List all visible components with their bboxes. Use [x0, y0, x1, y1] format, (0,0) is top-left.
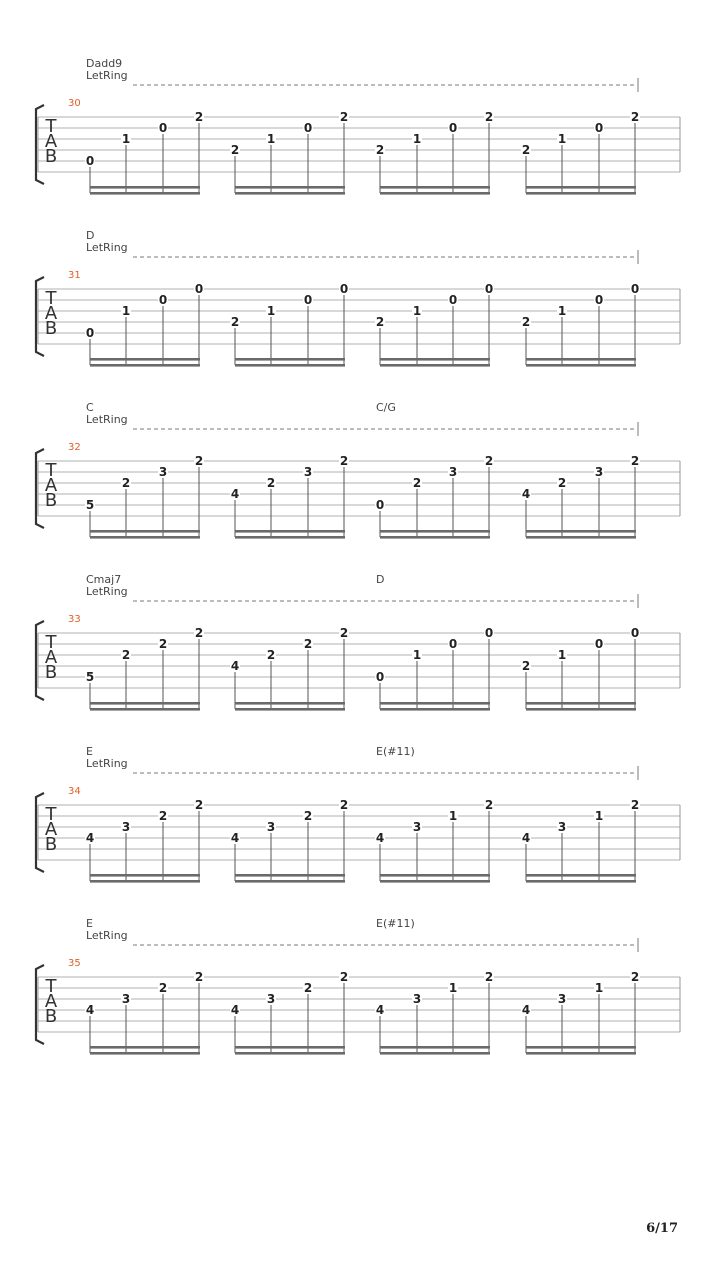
- beam-secondary: [90, 708, 200, 711]
- fret-number: 2: [266, 648, 276, 662]
- tab-clef-letter: A: [44, 991, 58, 1012]
- fret-number: 4: [85, 1003, 95, 1017]
- fret-number: 2: [230, 143, 240, 157]
- fret-number: 3: [266, 820, 276, 834]
- beam-secondary: [380, 1052, 490, 1055]
- measure-number: 33: [68, 614, 81, 625]
- fret-number: 4: [230, 1003, 240, 1017]
- tab-clef-letter: T: [45, 976, 57, 997]
- tab-clef-letter: B: [44, 490, 58, 511]
- beam-secondary: [90, 536, 200, 539]
- beam-secondary: [526, 708, 636, 711]
- tab-clef-letter: B: [44, 1006, 58, 1027]
- fret-number: 2: [339, 626, 349, 640]
- fret-number: 1: [412, 304, 422, 318]
- beam-primary: [90, 530, 200, 533]
- beam-secondary: [90, 1052, 200, 1055]
- beam-primary: [235, 530, 345, 533]
- beam-secondary: [235, 1052, 345, 1055]
- fret-number: 0: [303, 121, 313, 135]
- beam-secondary: [235, 192, 345, 195]
- beam-secondary: [380, 708, 490, 711]
- beam-primary: [380, 1046, 490, 1049]
- measure-number: 30: [68, 98, 81, 109]
- chord-name: Dadd9: [86, 57, 123, 70]
- let-ring-label: LetRing: [86, 929, 128, 942]
- fret-number: 0: [375, 498, 385, 512]
- fret-number: 3: [266, 992, 276, 1006]
- fret-number: 2: [521, 143, 531, 157]
- chord-name: D: [376, 573, 385, 586]
- fret-number: 2: [630, 454, 640, 468]
- beam-primary: [526, 186, 636, 189]
- fret-number: 2: [557, 476, 567, 490]
- beam-secondary: [526, 364, 636, 367]
- fret-number: 2: [158, 809, 168, 823]
- tab-clef-letter: B: [44, 662, 58, 683]
- beam-secondary: [380, 192, 490, 195]
- tab-clef-letter: T: [45, 632, 57, 653]
- beam-primary: [235, 186, 345, 189]
- fret-number: 2: [121, 476, 131, 490]
- tab-clef-letter: A: [44, 303, 58, 324]
- fret-number: 4: [521, 831, 531, 845]
- measure-number: 31: [68, 270, 81, 281]
- beam-secondary: [380, 364, 490, 367]
- fret-number: 0: [484, 282, 494, 296]
- fret-number: 3: [594, 465, 604, 479]
- chord-name: E: [86, 745, 93, 758]
- fret-number: 2: [339, 798, 349, 812]
- fret-number: 2: [630, 110, 640, 124]
- beam-secondary: [526, 536, 636, 539]
- beam-secondary: [90, 364, 200, 367]
- fret-number: 3: [412, 820, 422, 834]
- fret-number: 2: [630, 970, 640, 984]
- fret-number: 0: [303, 293, 313, 307]
- beam-secondary: [235, 708, 345, 711]
- beam-primary: [380, 874, 490, 877]
- beam-secondary: [235, 880, 345, 883]
- tab-clef-letter: B: [44, 834, 58, 855]
- fret-number: 2: [521, 315, 531, 329]
- let-ring-label: LetRing: [86, 241, 128, 254]
- fret-number: 0: [85, 154, 95, 168]
- fret-number: 0: [194, 282, 204, 296]
- fret-number: 0: [630, 282, 640, 296]
- beam-primary: [235, 358, 345, 361]
- fret-number: 2: [521, 659, 531, 673]
- beam-secondary: [235, 536, 345, 539]
- fret-number: 2: [230, 315, 240, 329]
- chord-name: C/G: [376, 401, 396, 414]
- beam-primary: [380, 530, 490, 533]
- fret-number: 2: [339, 970, 349, 984]
- fret-number: 2: [158, 637, 168, 651]
- fret-number: 4: [375, 1003, 385, 1017]
- beam-primary: [380, 358, 490, 361]
- fret-number: 2: [158, 981, 168, 995]
- fret-number: 2: [484, 110, 494, 124]
- fret-number: 1: [557, 304, 567, 318]
- tab-clef-letter: B: [44, 146, 58, 167]
- fret-number: 5: [85, 498, 95, 512]
- beam-secondary: [526, 880, 636, 883]
- fret-number: 2: [484, 798, 494, 812]
- fret-number: 3: [557, 992, 567, 1006]
- let-ring-label: LetRing: [86, 757, 128, 770]
- beam-primary: [90, 358, 200, 361]
- fret-number: 3: [158, 465, 168, 479]
- chord-name: E(#11): [376, 917, 415, 930]
- chord-name: Cmaj7: [86, 573, 122, 586]
- fret-number: 4: [230, 659, 240, 673]
- measure-number: 35: [68, 958, 81, 969]
- fret-number: 2: [339, 110, 349, 124]
- beam-primary: [90, 1046, 200, 1049]
- tab-clef-letter: A: [44, 819, 58, 840]
- beam-primary: [526, 530, 636, 533]
- fret-number: 0: [158, 121, 168, 135]
- fret-number: 4: [521, 1003, 531, 1017]
- fret-number: 1: [594, 981, 604, 995]
- chord-name: E(#11): [376, 745, 415, 758]
- beam-secondary: [235, 364, 345, 367]
- beam-primary: [526, 874, 636, 877]
- fret-number: 1: [448, 809, 458, 823]
- fret-number: 0: [158, 293, 168, 307]
- fret-number: 2: [194, 110, 204, 124]
- fret-number: 0: [630, 626, 640, 640]
- fret-number: 0: [339, 282, 349, 296]
- chord-name: E: [86, 917, 93, 930]
- fret-number: 2: [303, 981, 313, 995]
- fret-number: 4: [230, 487, 240, 501]
- fret-number: 3: [557, 820, 567, 834]
- beam-secondary: [90, 192, 200, 195]
- fret-number: 1: [412, 132, 422, 146]
- fret-number: 1: [412, 648, 422, 662]
- tab-clef-letter: T: [45, 116, 57, 137]
- fret-number: 2: [484, 454, 494, 468]
- beam-primary: [380, 702, 490, 705]
- fret-number: 4: [230, 831, 240, 845]
- fret-number: 0: [594, 121, 604, 135]
- fret-number: 1: [594, 809, 604, 823]
- page-number: 6/17: [646, 1221, 678, 1236]
- fret-number: 0: [594, 293, 604, 307]
- fret-number: 3: [121, 820, 131, 834]
- beam-primary: [90, 874, 200, 877]
- fret-number: 2: [194, 454, 204, 468]
- fret-number: 0: [594, 637, 604, 651]
- fret-number: 2: [303, 809, 313, 823]
- fret-number: 2: [194, 970, 204, 984]
- fret-number: 2: [484, 970, 494, 984]
- fret-number: 1: [266, 132, 276, 146]
- fret-number: 3: [303, 465, 313, 479]
- fret-number: 3: [121, 992, 131, 1006]
- fret-number: 1: [557, 132, 567, 146]
- beam-secondary: [380, 536, 490, 539]
- beam-primary: [235, 702, 345, 705]
- measure-number: 34: [68, 786, 81, 797]
- let-ring-label: LetRing: [86, 413, 128, 426]
- fret-number: 1: [121, 132, 131, 146]
- fret-number: 5: [85, 670, 95, 684]
- fret-number: 3: [448, 465, 458, 479]
- tab-clef-letter: T: [45, 804, 57, 825]
- fret-number: 2: [194, 798, 204, 812]
- fret-number: 1: [266, 304, 276, 318]
- fret-number: 2: [266, 476, 276, 490]
- let-ring-label: LetRing: [86, 69, 128, 82]
- beam-primary: [526, 1046, 636, 1049]
- tab-clef-letter: A: [44, 647, 58, 668]
- beam-secondary: [526, 192, 636, 195]
- fret-number: 2: [121, 648, 131, 662]
- beam-primary: [380, 186, 490, 189]
- fret-number: 3: [412, 992, 422, 1006]
- fret-number: 2: [194, 626, 204, 640]
- beam-primary: [526, 358, 636, 361]
- fret-number: 2: [375, 315, 385, 329]
- fret-number: 0: [484, 626, 494, 640]
- measure-number: 32: [68, 442, 81, 453]
- tab-clef-letter: B: [44, 318, 58, 339]
- fret-number: 1: [121, 304, 131, 318]
- fret-number: 4: [85, 831, 95, 845]
- fret-number: 1: [557, 648, 567, 662]
- tab-clef-letter: T: [45, 288, 57, 309]
- fret-number: 0: [448, 637, 458, 651]
- fret-number: 0: [448, 121, 458, 135]
- chord-name: C: [86, 401, 94, 414]
- fret-number: 4: [521, 487, 531, 501]
- fret-number: 4: [375, 831, 385, 845]
- tab-clef-letter: T: [45, 460, 57, 481]
- fret-number: 2: [412, 476, 422, 490]
- fret-number: 2: [630, 798, 640, 812]
- beam-primary: [90, 186, 200, 189]
- fret-number: 1: [448, 981, 458, 995]
- fret-number: 2: [375, 143, 385, 157]
- beam-primary: [235, 874, 345, 877]
- beam-primary: [526, 702, 636, 705]
- beam-secondary: [380, 880, 490, 883]
- let-ring-label: LetRing: [86, 585, 128, 598]
- tab-clef-letter: A: [44, 475, 58, 496]
- beam-secondary: [90, 880, 200, 883]
- tab-clef-letter: A: [44, 131, 58, 152]
- fret-number: 0: [85, 326, 95, 340]
- fret-number: 2: [339, 454, 349, 468]
- fret-number: 0: [375, 670, 385, 684]
- beam-primary: [90, 702, 200, 705]
- fret-number: 0: [448, 293, 458, 307]
- beam-primary: [235, 1046, 345, 1049]
- chord-name: D: [86, 229, 95, 242]
- fret-number: 2: [303, 637, 313, 651]
- beam-secondary: [526, 1052, 636, 1055]
